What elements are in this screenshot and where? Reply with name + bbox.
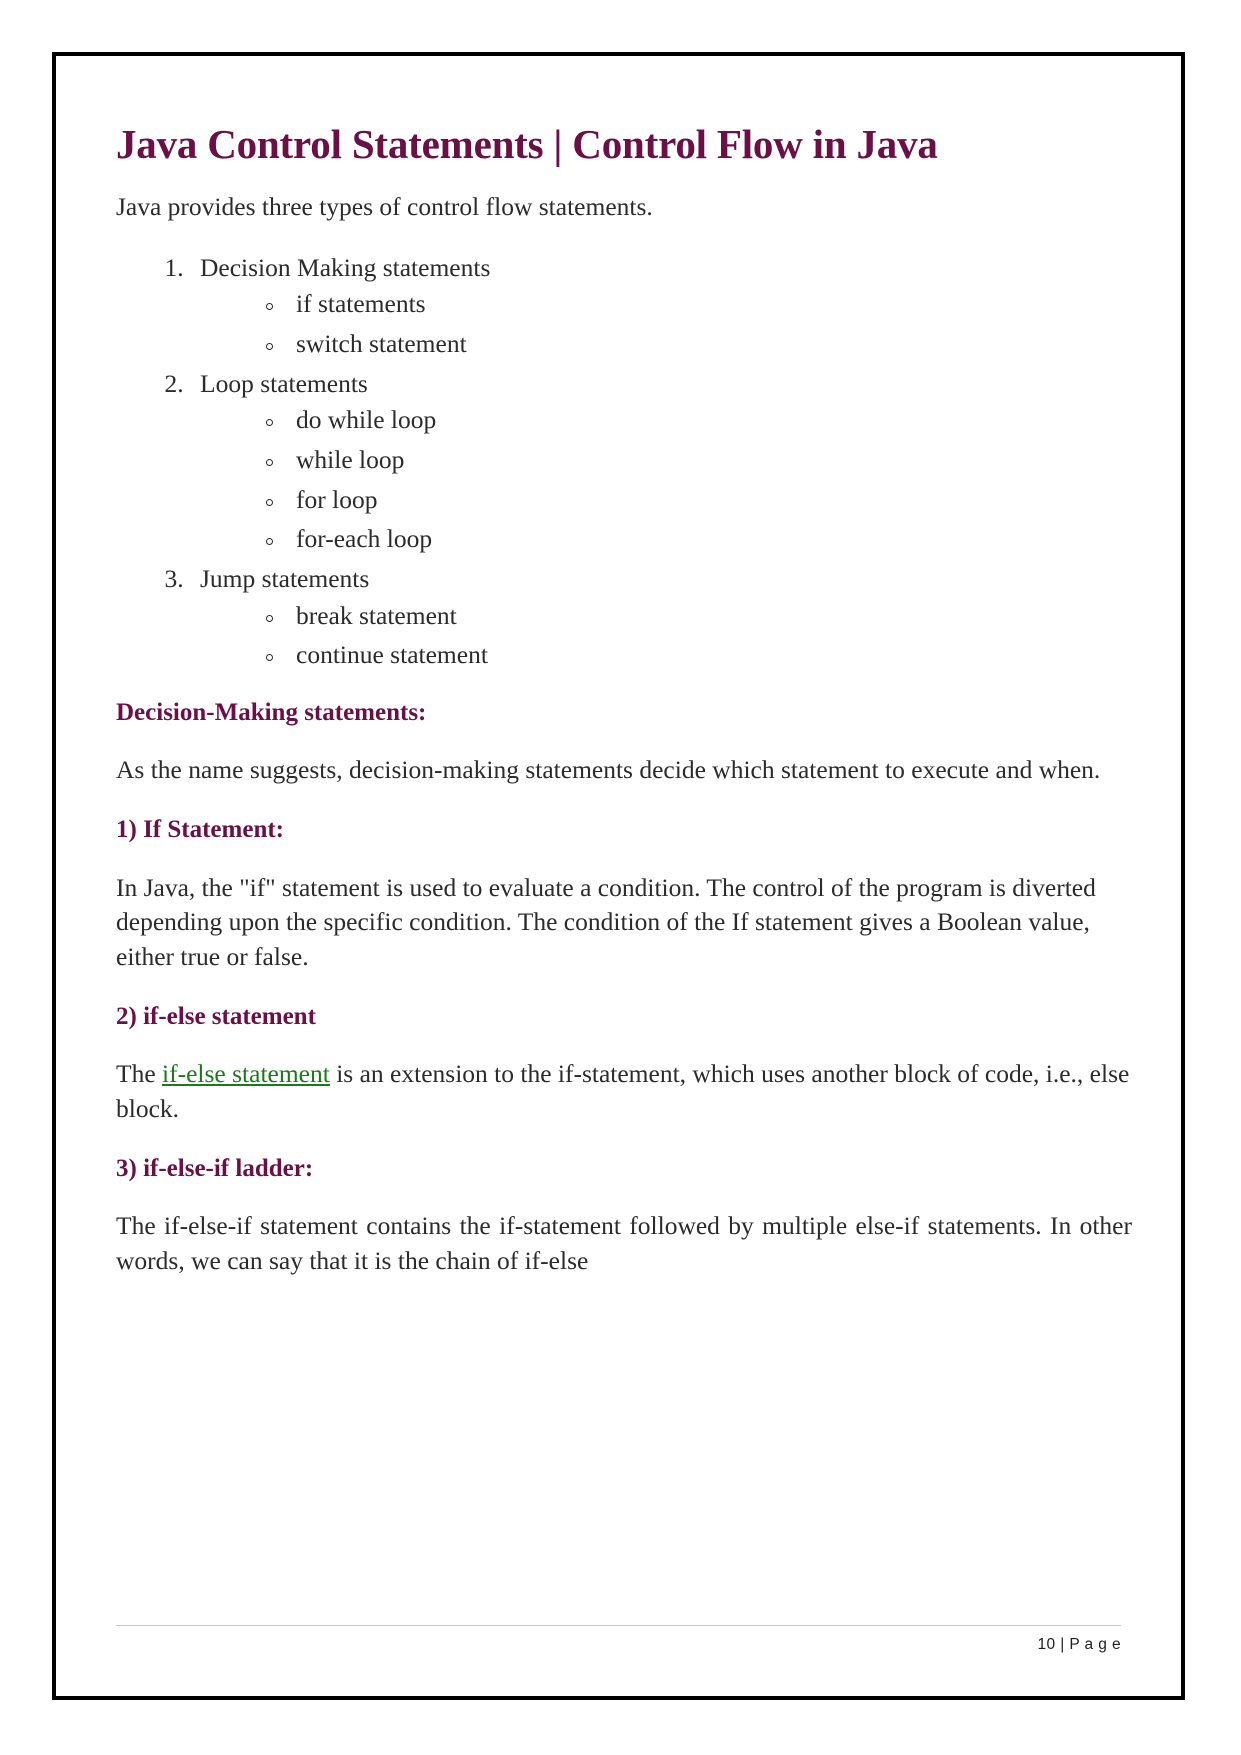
sublist-item-label: for loop	[296, 484, 378, 514]
sublist-item-label: if statements	[296, 289, 426, 319]
section-heading-if-else-statement: 2) if-else statement	[116, 1002, 316, 1030]
section-body-if-else-statement	[116, 1057, 1132, 1126]
sublist	[200, 599, 1132, 673]
list-item	[190, 367, 1132, 557]
list-item	[264, 483, 1132, 518]
section-body-if-else-if-ladder: The if-else-if statement contains the if-statement followed by multiple else-if statements. In other words, we can say that it is the chain of if-else	[116, 1211, 1132, 1275]
list-item	[264, 327, 1132, 362]
footer-page-indicator	[116, 1636, 1121, 1654]
outline-item-label: Decision Making statements	[200, 252, 491, 282]
control-statements-outline	[116, 251, 1132, 673]
sublist-item-label: switch statement	[296, 328, 467, 358]
outline-item-label: Loop statements	[200, 368, 368, 398]
list-item	[264, 443, 1132, 478]
footer-separator-glyph: |	[1060, 1636, 1065, 1653]
list-item	[264, 638, 1132, 673]
section-body-if-statement: In Java, the "if" statement is used to evaluate a condition. The control of the program is diverted depending upon the specific condition. The condition of the If statement gives a Boolean value, either true or false.	[116, 872, 1096, 971]
page-footer	[116, 1625, 1121, 1654]
page-border-frame	[52, 52, 1185, 1700]
sublist	[200, 403, 1132, 557]
page-title: Java Control Statements | Control Flow in Java	[116, 121, 938, 167]
document-content	[116, 122, 1132, 1278]
footer-page-number: 10	[1037, 1636, 1056, 1653]
intro-paragraph: Java provides three types of control flow statements.	[116, 191, 653, 221]
list-item	[264, 287, 1132, 322]
section-heading-decision-making: Decision-Making statements:	[116, 698, 427, 726]
footer-divider	[116, 1625, 1121, 1626]
list-item	[264, 599, 1132, 634]
sublist-item-label: do while loop	[296, 405, 437, 435]
section-heading-if-statement: 1) If Statement:	[116, 816, 285, 844]
section-body-decision-making: As the name suggests, decision-making statements decide which statement to execute and when.	[116, 755, 1101, 785]
list-item	[190, 251, 1132, 362]
sublist	[200, 287, 1132, 361]
text-before-link: The	[116, 1059, 163, 1089]
text-after-link: is an extension to the if-statement, which uses another block of code, i.e., else block.	[116, 1059, 1130, 1123]
list-item	[264, 522, 1132, 557]
sublist-item-label: break statement	[296, 600, 457, 630]
page-inner	[56, 56, 1181, 1696]
list-item	[264, 403, 1132, 438]
list-item	[190, 562, 1132, 673]
outline-item-label: Jump statements	[200, 563, 370, 593]
section-heading-if-else-if-ladder: 3) if-else-if ladder:	[116, 1154, 314, 1182]
sublist-item-label: for-each loop	[296, 524, 433, 554]
footer-page-word: P a g e	[1069, 1636, 1121, 1653]
sublist-item-label: continue statement	[296, 640, 488, 670]
if-else-statement-link[interactable]: if-else statement	[162, 1059, 330, 1089]
sublist-item-label: while loop	[296, 444, 405, 474]
